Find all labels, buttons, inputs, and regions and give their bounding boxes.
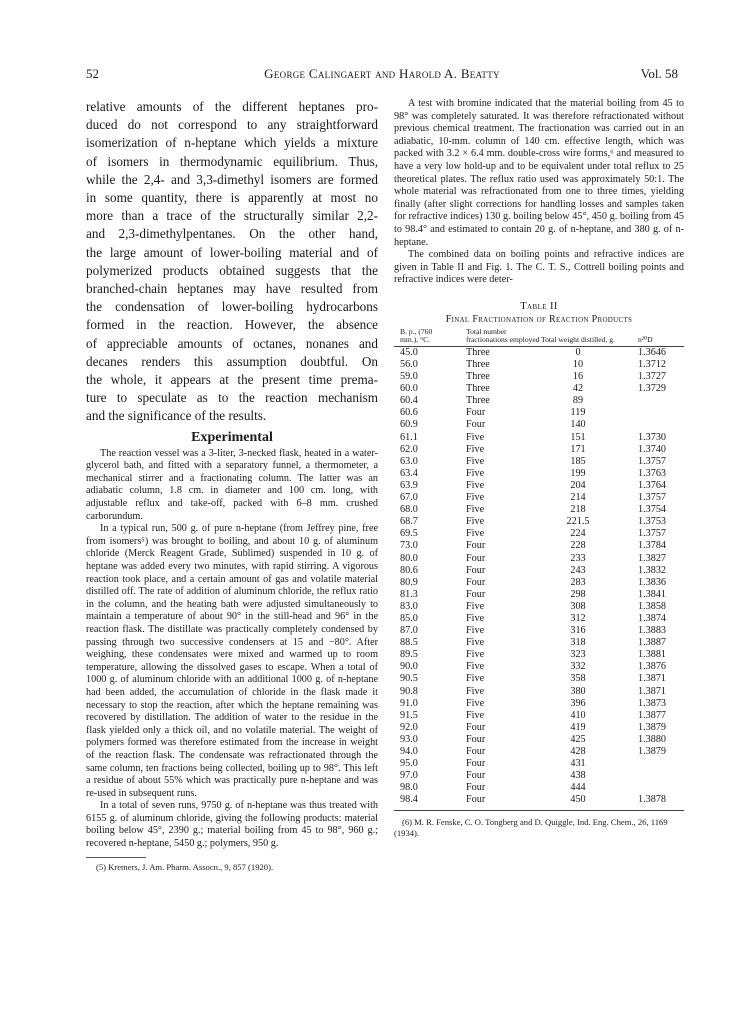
table-row (394, 480, 684, 492)
cell-fractionations: Three (466, 395, 490, 407)
cell-refractive-index: 1.3712 (638, 359, 667, 370)
cell-boiling-point: 60.6 (400, 407, 418, 419)
cell-total-weight: 204 (570, 479, 586, 491)
cell-fractionations: Four (466, 721, 486, 733)
cell-refractive-index (616, 782, 684, 794)
cell-boiling-point: 91.0 (400, 697, 418, 709)
cell-total-weight: 332 (570, 661, 586, 673)
table-row (394, 734, 684, 746)
cell-boiling-point: 80.6 (400, 564, 418, 576)
table-row (394, 516, 684, 528)
text-line: of isomers in thermodynamic equilibrium. Thus, (86, 153, 378, 169)
running-header (86, 66, 678, 82)
cell-fractionations: Five (466, 685, 485, 697)
table-row (394, 528, 684, 540)
cell-refractive-index: 1.3880 (638, 733, 667, 745)
cell-boiling-point: 85.0 (400, 612, 418, 624)
table-row (394, 649, 684, 661)
text-line: the condensation of lower-boiling hydrocarbons (86, 299, 378, 315)
cell-boiling-point: 73.0 (400, 540, 418, 552)
cell-refractive-index: 1.3729 (638, 383, 667, 395)
cell-total-weight: 228 (570, 540, 586, 552)
cell-fractionations: Four (466, 576, 486, 588)
cell-total-weight: 243 (570, 564, 586, 576)
cell-fractionations: Five (466, 516, 485, 528)
table-row (394, 468, 684, 480)
cell-fractionations: Four (466, 782, 486, 794)
table-row (394, 613, 684, 625)
cell-refractive-index: 1.3883 (638, 625, 667, 637)
cell-refractive-index: 1.3836 (638, 576, 667, 588)
table-row (394, 698, 684, 710)
cell-fractionations: Five (466, 625, 485, 637)
cell-refractive-index (616, 395, 684, 407)
cell-boiling-point: 56.0 (400, 359, 418, 370)
cell-boiling-point: 80.0 (400, 552, 418, 564)
table-row (394, 758, 684, 770)
cell-fractionations: Four (466, 564, 486, 576)
cell-refractive-index: 1.3754 (638, 504, 667, 516)
table-row (394, 577, 684, 589)
table-row (394, 504, 684, 516)
cell-boiling-point: 95.0 (400, 758, 418, 770)
table-subtitle: Final Fractionation of Reaction Products (445, 313, 633, 325)
cell-refractive-index: 1.3879 (638, 721, 667, 733)
cell-fractionations: Five (466, 612, 485, 624)
cell-boiling-point: 93.0 (400, 733, 418, 745)
header-total-weight: Total weight distilled, g. (540, 328, 616, 347)
cell-refractive-index: 1.3727 (638, 371, 667, 383)
cell-fractionations: Five (466, 431, 485, 443)
text-line: branched-chain heptanes may have resulted from (86, 281, 378, 297)
cell-refractive-index: 1.3871 (638, 685, 667, 697)
table-row (394, 359, 684, 371)
cell-total-weight: 140 (570, 419, 586, 431)
cell-fractionations: Five (466, 697, 485, 709)
cell-boiling-point: 62.0 (400, 443, 418, 455)
body-paragraph: In a typical run, 500 g. of pure n-heptane (from Jeffrey pine, free from isomers⁵) was brought to boiling, and about 10 g. of aluminum chloride (Merck Reagent Grade, Sublimed) suspended in 10 g. of heptane was added every two minutes, with rapid stirring. A vigorous reaction took place, and a certain amount of gas and volatile material distilled off. The rate of addition of aluminum chloride, the reflux ratio in the column, and the heating bath were adjusted simultaneously to maintain a temperature of about 90° in the still-head and 96° in the reaction flask. The distillate was practically completely condensed by passing through two successive condensers at 15 and −80°. After weighing, these condensates were mixed and warmed up to room temperature, allowing the dissolved gases to escape. When a total of 1000 g. of aluminum chloride with an additional 1000 g. of n-heptane had been added, the accumulation of chloride in the flask made it necessary to stop the reaction, after which the heptane remaining was recovered by distillation. The addition of water to the residue in the flask yielded only a thick oil, and no volatile material. The weight of polymers formed was therefore estimated from the increase in weight of the reaction flask. The condensate was refractionated through the same column, ten fractions being collected, boiling up to 98°. This left a residue of about 55% which was practically pure n-heptane and was re-used in subsequent runs. (86, 523, 378, 799)
footnote: (6) M. R. Fenske, C. O. Tongberg and D. Quiggle, Ind. Eng. Chem., 26, 1169 (1934). (394, 817, 668, 839)
left-column (86, 98, 378, 873)
cell-fractionations: Four (466, 552, 486, 564)
cell-total-weight: 323 (570, 649, 586, 661)
cell-boiling-point: 89.5 (400, 649, 418, 661)
body-paragraph: In a total of seven runs, 9750 g. of n-heptane was thus treated with 6155 g. of aluminum chloride, giving the following products: material boiling below 45°, 2390 g.; material boiling from 45 to 98°, 960 g.; recovered n-heptane, 5450 g.; polymers, 950 g. (86, 800, 378, 850)
table-row (394, 383, 684, 395)
cell-boiling-point: 98.0 (400, 782, 418, 794)
cell-total-weight: 233 (570, 552, 586, 564)
cell-fractionations: Four (466, 588, 486, 600)
cell-total-weight: 396 (570, 697, 586, 709)
cell-boiling-point: 83.0 (400, 600, 418, 612)
intro-paragraph (86, 98, 378, 426)
cell-total-weight: 10 (572, 359, 584, 370)
body-paragraph: The combined data on boiling points and refractive indices are given in Table II and Fig. 1. The C. T. S., Cottrell boiling points and refractive indices were deter- (394, 249, 684, 286)
cell-refractive-index (616, 407, 684, 419)
table-row (394, 346, 684, 359)
text-line: in some quantity, there is apparently at most no (86, 190, 378, 206)
section-heading: Experimental (191, 429, 273, 445)
table-row (394, 794, 684, 806)
table-row (394, 492, 684, 504)
cell-refractive-index: 1.3879 (638, 746, 667, 757)
cell-refractive-index: 1.3763 (638, 467, 667, 479)
footnote-rule (86, 857, 146, 858)
cell-total-weight: 308 (570, 600, 586, 612)
table-row (394, 770, 684, 782)
cell-boiling-point: 90.0 (400, 661, 418, 673)
cell-total-weight: 444 (570, 782, 586, 794)
text-line: isomerization of n-heptane which yields a mixture (86, 135, 378, 151)
cell-fractionations: Four (466, 758, 486, 770)
text-line: more than a trace of the structurally similar 2,2- (86, 208, 378, 224)
cell-refractive-index: 1.3753 (638, 516, 667, 528)
cell-fractionations: Five (466, 528, 485, 540)
table-row (394, 710, 684, 722)
cell-refractive-index: 1.3757 (638, 492, 667, 504)
cell-boiling-point: 63.0 (400, 455, 418, 467)
text-line: the large amount of lower-boiling material and of (86, 244, 378, 260)
cell-refractive-index: 1.3740 (638, 443, 667, 455)
cell-total-weight: 16 (572, 371, 584, 383)
table-row (394, 625, 684, 637)
table-row (394, 722, 684, 734)
cell-refractive-index: 1.3841 (638, 588, 667, 600)
cell-refractive-index: 1.3877 (638, 709, 667, 721)
cell-total-weight: 298 (570, 588, 586, 600)
cell-fractionations: Four (466, 770, 486, 782)
cell-boiling-point: 98.4 (400, 794, 418, 806)
header-boiling-point: B. p., (760 mm.), °C. (394, 328, 452, 347)
cell-fractionations: Four (466, 407, 486, 419)
table-row (394, 395, 684, 407)
cell-total-weight: 380 (570, 685, 586, 697)
cell-total-weight: 428 (570, 746, 586, 757)
cell-fractionations: Five (466, 673, 485, 685)
cell-refractive-index (616, 419, 684, 431)
cell-boiling-point: 60.0 (400, 383, 418, 395)
cell-boiling-point: 90.8 (400, 685, 418, 697)
cell-total-weight: 224 (570, 528, 586, 540)
cell-total-weight: 358 (570, 673, 586, 685)
table-row (394, 371, 684, 383)
cell-fractionations: Five (466, 492, 485, 504)
cell-total-weight: 0 (575, 346, 581, 358)
text-line: relative amounts of the different heptanes pro- (86, 99, 378, 114)
cell-refractive-index: 1.3873 (638, 697, 667, 709)
table-row (394, 456, 684, 468)
cell-refractive-index: 1.3878 (638, 794, 667, 806)
cell-refractive-index: 1.3887 (638, 637, 667, 649)
cell-boiling-point: 68.7 (400, 516, 418, 528)
cell-total-weight: 450 (570, 794, 586, 806)
cell-boiling-point: 68.0 (400, 504, 418, 516)
cell-refractive-index (616, 770, 684, 782)
cell-total-weight: 89 (572, 395, 584, 407)
cell-boiling-point: 87.0 (400, 625, 418, 637)
cell-total-weight: 221.5 (566, 516, 590, 528)
cell-total-weight: 425 (570, 733, 586, 745)
body-paragraph: The reaction vessel was a 3-liter, 3-necked flask, heated in a water-glycerol bath, and fitted with a separatory funnel, a thermometer, a mechanical stirrer and a fractionating column. The latter was an adiabatic column, 1.8 cm. in diameter and 100 cm. long, with adjustable reflux and take-off, packed with 6–8 mm. crushed carborundum. (86, 447, 378, 522)
cell-fractionations: Three (466, 346, 490, 358)
running-title: George Calingaert and Harold A. Beatty (264, 66, 500, 81)
cell-boiling-point: 92.0 (400, 721, 418, 733)
cell-boiling-point: 69.5 (400, 528, 418, 540)
cell-boiling-point: 88.5 (400, 637, 418, 649)
table-row (394, 637, 684, 649)
cell-boiling-point: 63.4 (400, 467, 418, 479)
table-row (394, 444, 684, 456)
cell-boiling-point: 45.0 (400, 346, 418, 358)
cell-refractive-index: 1.3832 (638, 564, 667, 576)
cell-refractive-index: 1.3827 (638, 552, 667, 564)
body-paragraph: A test with bromine indicated that the material boiling from 45 to 98° was completely saturated. It was therefore refractionated without previous chemical treatment. The fractionation was carried out in an adiabatic, 10-mm. column of 140 cm. effective length, which was packed with 3.2 × 6.4 mm. double-cross wire forms,⁶ and measured to have a very low hold-up and to be equivalent under total reflux to 25 theoretical plates. The reflux ratio used was approximately 50:1. The whole material was refractionated from one to three times, yielding finally (after slight corrections for handling losses and samples taken for refractive indices) 130 g. boiling below 45°, 450 g. boiling from 45 to 98.4° and estimated to contain 20 g. of n-heptane, and 380 g. of n-heptane. (394, 98, 684, 248)
table-row (394, 565, 684, 577)
cell-total-weight: 419 (570, 721, 586, 733)
cell-boiling-point: 94.0 (400, 746, 418, 757)
table-bottom-rule (394, 810, 684, 811)
text-line: formed in the reaction. However, the absence (86, 317, 378, 333)
cell-fractionations: Five (466, 455, 485, 467)
text-line: polymerized products obtained suggests that the (86, 262, 378, 278)
cell-total-weight: 218 (570, 504, 586, 516)
cell-fractionations: Five (466, 649, 485, 661)
cell-refractive-index: 1.3757 (638, 528, 667, 540)
volume-label: Vol. 58 (640, 66, 678, 81)
cell-refractive-index: 1.3881 (638, 649, 667, 661)
cell-fractionations: Four (466, 540, 486, 552)
text-line: decanes renders this assumption doubtful. On (86, 353, 378, 369)
cell-total-weight: 410 (570, 709, 586, 721)
cell-boiling-point: 60.9 (400, 419, 418, 431)
cell-total-weight: 438 (570, 770, 586, 782)
text-line: and 2,3-dimethylpentanes. On the other hand, (86, 226, 378, 242)
footnote: (5) Kremers, J. Am. Pharm. Assocn., 9, 857 (1920). (96, 861, 274, 872)
cell-fractionations: Five (466, 479, 485, 491)
text-line: the whole, it appears at the present time prema- (86, 372, 378, 388)
cell-refractive-index: 1.3757 (638, 455, 667, 467)
cell-boiling-point: 61.1 (400, 431, 418, 443)
cell-boiling-point: 81.3 (400, 588, 418, 600)
table-body (394, 346, 684, 806)
table-row (394, 746, 684, 758)
table-row (394, 782, 684, 794)
cell-fractionations: Three (466, 359, 490, 370)
cell-total-weight: 431 (570, 758, 586, 770)
page-number: 52 (86, 66, 99, 81)
cell-total-weight: 318 (570, 637, 586, 649)
cell-total-weight: 214 (570, 492, 586, 504)
table-row (394, 589, 684, 601)
table-row (394, 673, 684, 685)
table-row (394, 601, 684, 613)
cell-fractionations: Five (466, 637, 485, 649)
table-row (394, 661, 684, 673)
cell-refractive-index: 1.3764 (638, 479, 667, 491)
cell-boiling-point: 91.5 (400, 709, 418, 721)
cell-fractionations: Five (466, 443, 485, 455)
cell-fractionations: Three (466, 371, 490, 383)
cell-fractionations: Five (466, 709, 485, 721)
cell-refractive-index (616, 758, 684, 770)
table-row (394, 540, 684, 552)
text-line: and the significance of the results. (86, 408, 267, 424)
cell-fractionations: Five (466, 467, 485, 479)
table-row (394, 419, 684, 431)
text-line: ture to speculate as to the reaction mechanism (86, 390, 378, 406)
fractionation-table (394, 328, 684, 807)
cell-refractive-index: 1.3876 (638, 661, 667, 673)
cell-refractive-index: 1.3874 (638, 612, 667, 624)
table-header-row (394, 328, 684, 347)
table-row (394, 432, 684, 444)
cell-refractive-index: 1.3646 (638, 346, 667, 358)
right-column (394, 98, 684, 839)
cell-refractive-index: 1.3730 (638, 431, 667, 443)
cell-boiling-point: 90.5 (400, 673, 418, 685)
cell-total-weight: 42 (572, 383, 584, 395)
cell-boiling-point: 67.0 (400, 492, 418, 504)
cell-total-weight: 283 (570, 576, 586, 588)
cell-total-weight: 316 (570, 625, 586, 637)
cell-refractive-index: 1.3858 (638, 600, 667, 612)
text-line: duced do not correspond to any straightforward (86, 117, 378, 133)
cell-boiling-point: 59.0 (400, 371, 418, 383)
cell-fractionations: Four (466, 733, 486, 745)
cell-refractive-index: 1.3871 (638, 673, 667, 685)
cell-refractive-index: 1.3784 (638, 540, 667, 552)
cell-fractionations: Four (466, 794, 486, 806)
cell-total-weight: 119 (570, 407, 586, 419)
cell-fractionations: Four (466, 419, 486, 431)
cell-boiling-point: 80.9 (400, 576, 418, 588)
cell-boiling-point: 60.4 (400, 395, 418, 407)
cell-boiling-point: 63.9 (400, 479, 418, 491)
cell-total-weight: 312 (570, 612, 586, 624)
header-fractionations: Total number fractionations employed (452, 328, 540, 347)
cell-fractionations: Four (466, 746, 486, 757)
cell-total-weight: 185 (570, 455, 586, 467)
table-row (394, 686, 684, 698)
cell-total-weight: 151 (570, 431, 586, 443)
cell-fractionations: Five (466, 504, 485, 516)
cell-boiling-point: 97.0 (400, 770, 418, 782)
text-line: of appreciable amounts of octanes, nonanes and (86, 335, 378, 351)
table-caption: Table II (520, 300, 558, 312)
cell-fractionations: Five (466, 600, 485, 612)
table-row (394, 553, 684, 565)
cell-total-weight: 171 (570, 443, 586, 455)
header-refractive-index: n²⁰D (616, 328, 684, 347)
text-line: while the 2,4- and 3,3-dimethyl isomers are formed (86, 171, 378, 187)
cell-fractionations: Five (466, 661, 485, 673)
table-row (394, 407, 684, 419)
cell-total-weight: 199 (570, 467, 586, 479)
cell-fractionations: Three (466, 383, 490, 395)
